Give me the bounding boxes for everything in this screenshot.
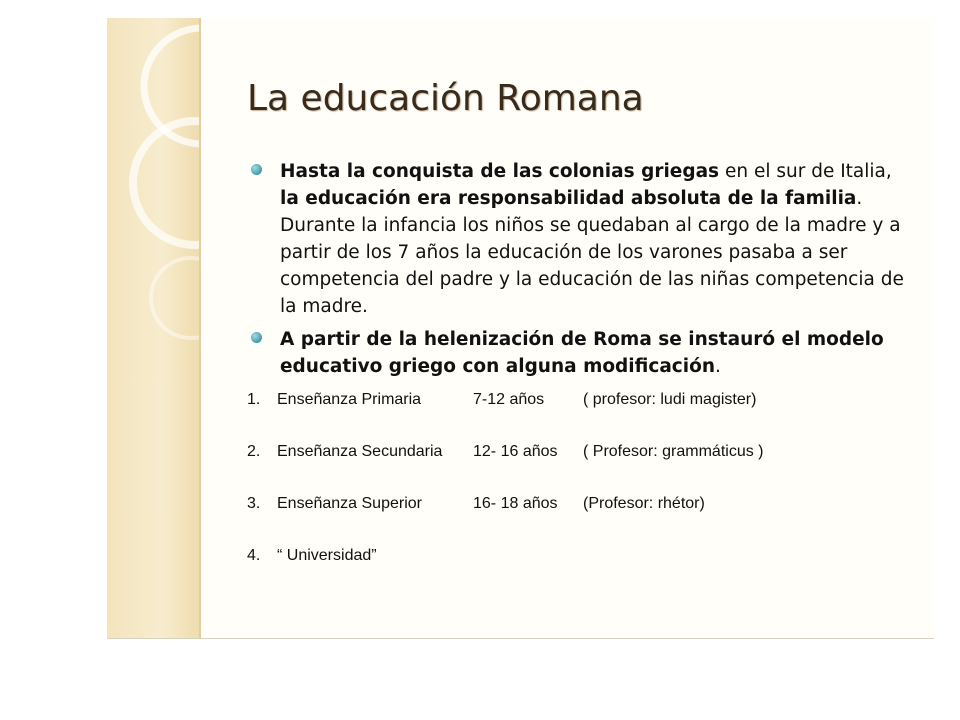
list-item: [247, 544, 907, 568]
list-item-number: 1.: [247, 391, 261, 408]
education-level: “ Universidad”: [277, 547, 377, 564]
slide: [107, 18, 934, 639]
age-range: 12- 16 años: [473, 443, 558, 460]
education-level: Enseñanza Superior: [277, 495, 422, 512]
teacher-title: (Profesor: rhétor): [583, 495, 705, 512]
bullet-dot-icon: [251, 164, 262, 175]
education-level: Enseñanza Secundaria: [277, 443, 443, 460]
age-range: 7-12 años: [473, 391, 545, 408]
bullet-dot-icon: [251, 332, 262, 343]
decorative-circles-graphic: [107, 18, 199, 638]
bullet-paragraph-2: [247, 326, 907, 380]
age-range: 16- 18 años: [473, 495, 558, 512]
education-levels-list: [247, 388, 907, 568]
slide-content: [247, 158, 907, 596]
bullet-1-text: en el sur de Italia,: [719, 161, 892, 182]
bullet-1-bold-text: Hasta la conquista de las colonias griegas: [280, 161, 720, 182]
list-item: [247, 440, 907, 464]
list-item-number: 4.: [247, 547, 261, 564]
bullet-1-bold-text-2: la educación era responsabilidad absoluta de la familia: [280, 188, 857, 209]
bullet-1-text-2: . Durante la infancia los niños se quedaban al cargo de la madre y a partir de los 7 años la educación de los varones pasaba a ser competencia del padre y la educación de las niñas competencia de la madre.: [280, 188, 904, 317]
bullet-paragraph-1: [247, 158, 907, 320]
list-item: [247, 492, 907, 516]
education-level: Enseñanza Primaria: [277, 391, 422, 408]
list-item: [247, 388, 907, 412]
teacher-title: ( Profesor: grammáticus ): [583, 443, 764, 460]
teacher-title: ( profesor: ludi magister): [583, 391, 757, 408]
bullet-2-text: .: [715, 356, 721, 377]
slide-title: La educación Romana: [247, 78, 644, 119]
bullet-2-bold-text: A partir de la helenización de Roma se instauró el modelo educativo griego con alguna modificación: [280, 329, 884, 377]
decorative-side-band: [107, 18, 201, 638]
list-item-number: 2.: [247, 443, 261, 460]
list-item-number: 3.: [247, 495, 261, 512]
